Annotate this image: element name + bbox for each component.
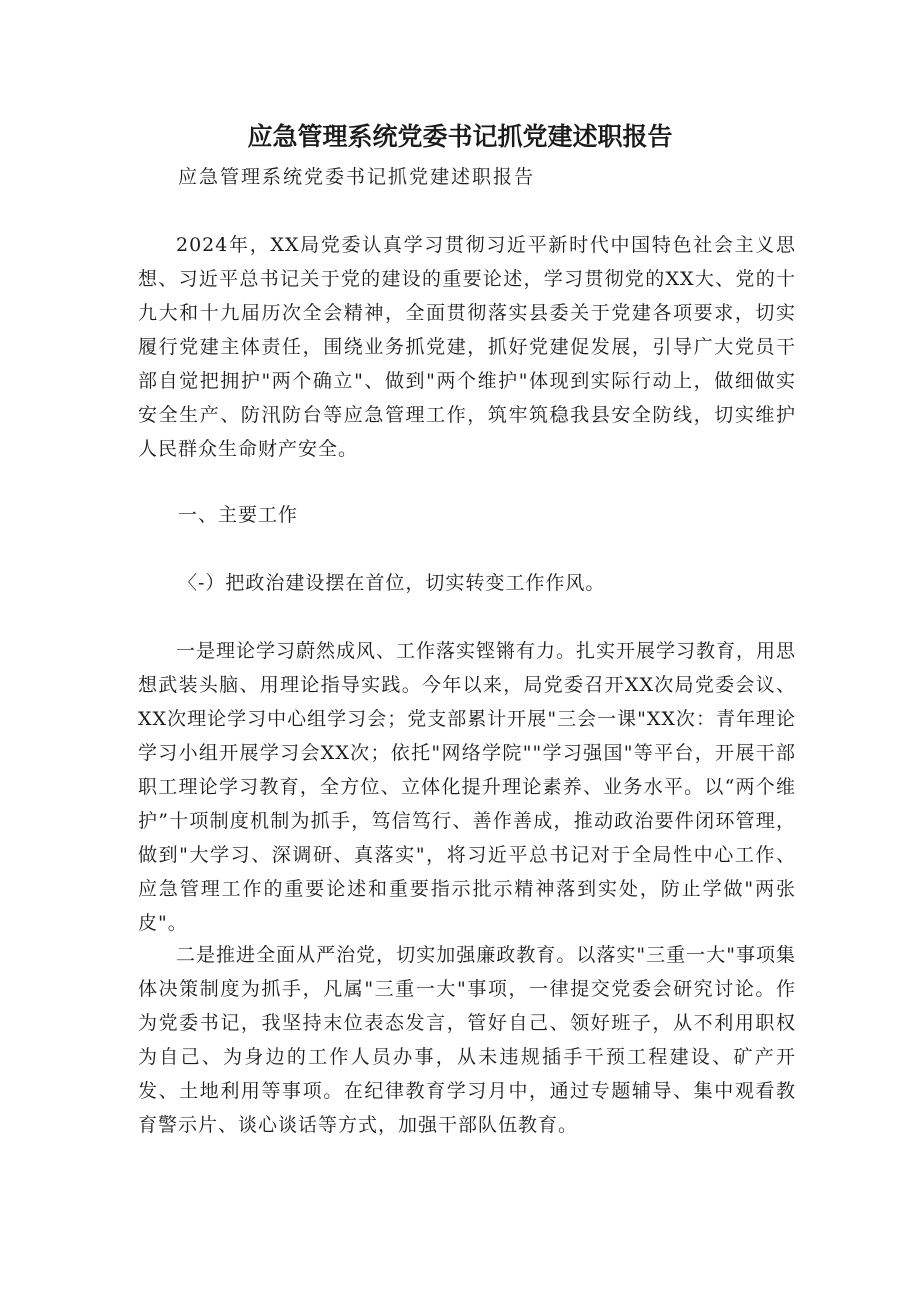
subsection-heading: 〈-）把政治建设摆在首位，切实转变工作作风。 bbox=[178, 572, 606, 594]
section-heading: 一、主要工作 bbox=[178, 504, 299, 526]
document-subtitle: 应急管理系统党委书记抓党建述职报告 bbox=[178, 166, 536, 188]
intro-paragraph: 2024年，XX局党委认真学习贯彻习近平新时代中国特色社会主义思想、习近平总书记关于党的建设的重要论述，学习贯彻党的XX大、党的十九大和十九届历次全会精神，全面贯彻落实县委关于党建各项要求，切实履行党建主体责任，围绕业务抓党建，抓好党建促发展，引导广大党员干部自觉把拥护"两个确立"、做到"两个维护"体现到实际行动上，做细做实安全生产、防汛防台等应急管理工作，筑牢筑稳我县安全防线，切实维护人民群众生命财产安全。 bbox=[138, 234, 796, 460]
document-title: 应急管理系统党委书记抓党建述职报告 bbox=[247, 122, 673, 151]
paragraph-party-discipline: 二是推进全面从严治党，切实加强廉政教育。以落实"三重一大"事项集体决策制度为抓手，凡属"三重一大"事项，一律提交党委会研究讨论。作为党委书记，我坚持末位表态发言，管好自己、领好班子，从不利用职权为自己、为身边的工作人员办事，从未违规插手干预工程建设、矿产开发、土地利用等事项。在纪律教育学习月中，通过专题辅导、集中观看教育警示片、谈心谈话等方式，加强干部队伍教育。 bbox=[138, 944, 796, 1136]
paragraph-theory-study: 一是理论学习蔚然成风、工作落实铿锵有力。扎实开展学习教育，用思想武装头脑、用理论指导实践。今年以来，局党委召开XX次局党委会议、XX次理论学习中心组学习会；党支部累计开展"三会一课"XX次：青年理论学习小组开展学习会XX次；依托"网络学院""学习强国"等平台，开展干部职工理论学习教育，全方位、立体化提升理论素养、业务水平。以“两个维护”十项制度机制为抓手，笃信笃行、善作善成，推动政治要件闭环管理，做到"大学习、深调研、真落实"，将习近平总书记对于全局性中心工作、应急管理工作的重要论述和重要指示批示精神落到实处，防止学做"两张皮"。 bbox=[138, 640, 797, 934]
